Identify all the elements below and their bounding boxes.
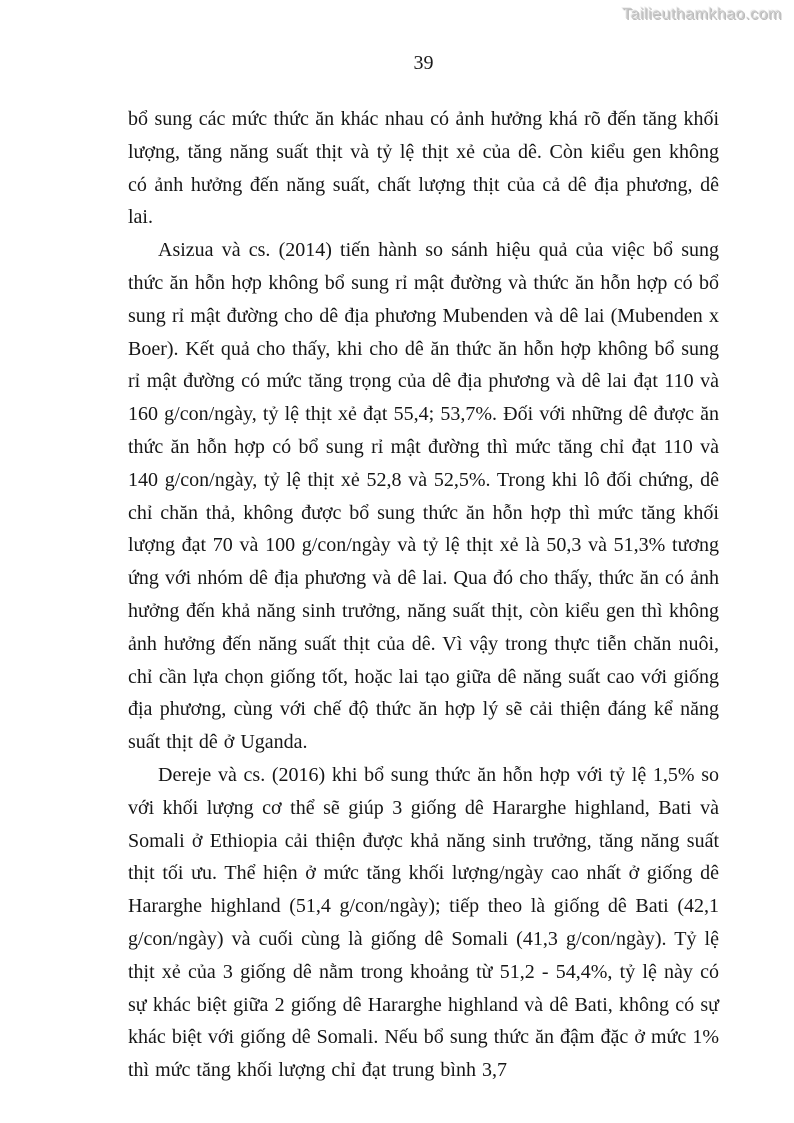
watermark: Tailieuthamkhao.com: [622, 6, 782, 23]
paragraph: Dereje và cs. (2016) khi bổ sung thức ăn hỗn hợp với tỷ lệ 1,5% so với khối lượng cơ thể sẽ giúp 3 giống dê Hararghe highland, Bati và Somali ở Ethiopia cải thiện được khả năng sinh trưởng, tăng năng suất thịt tối ưu. Thể hiện ở mức tăng khối lượng/ngày cao nhất ở giống dê Hararghe highland (51,4 g/con/ngày); tiếp theo là giống dê Bati (42,1 g/con/ngày) và cuối cùng là giống dê Somali (41,3 g/con/ngày). Tỷ lệ thịt xẻ của 3 giống dê nằm trong khoảng từ 51,2 - 54,4%, tỷ lệ này có sự khác biệt giữa 2 giống dê Hararghe highland và dê Bati, không có sự khác biệt với giống dê Somali. Nếu bổ sung thức ăn đậm đặc ở mức 1% thì mức tăng khối lượng chỉ đạt trung bình 3,7: [128, 763, 719, 1082]
page-number: 39: [413, 52, 434, 74]
page-body: [128, 103, 719, 1087]
paragraph: bổ sung các mức thức ăn khác nhau có ảnh hưởng khá rõ đến tăng khối lượng, tăng năng suất thịt và tỷ lệ thịt xẻ của dê. Còn kiểu gen không có ảnh hưởng đến năng suất, chất lượng thịt của cả dê địa phương, dê lai.: [128, 108, 719, 229]
paragraph: Asizua và cs. (2014) tiến hành so sánh hiệu quả của việc bổ sung thức ăn hỗn hợp không bổ sung rỉ mật đường và thức ăn hỗn hợp có bổ sung rỉ mật đường cho dê địa phương Mubenden và dê lai (Mubenden x Boer). Kết quả cho thấy, khi cho dê ăn thức ăn hỗn hợp không bổ sung rỉ mật đường có mức tăng trọng của dê địa phương và dê lai đạt 110 và 160 g/con/ngày, tỷ lệ thịt xẻ đạt 55,4; 53,7%. Đối với những dê được ăn thức ăn hỗn hợp có bổ sung rỉ mật đường thì mức tăng chỉ đạt 110 và 140 g/con/ngày, tỷ lệ thịt xẻ 52,8 và 52,5%. Trong khi lô đối chứng, dê chỉ chăn thả, không được bổ sung thức ăn hỗn hợp thì mức tăng khối lượng đạt 70 và 100 g/con/ngày và tỷ lệ thịt xẻ là 50,3 và 51,3% tương ứng với nhóm dê địa phương và dê lai. Qua đó cho thấy, thức ăn có ảnh hưởng đến khả năng sinh trưởng, năng suất thịt, còn kiểu gen thì không ảnh hưởng đến năng suất thịt của dê. Vì vậy trong thực tiễn chăn nuôi, chỉ cần lựa chọn giống tốt, hoặc lai tạo giữa dê năng suất cao với giống địa phương, cùng với chế độ thức ăn hợp lý sẽ cải thiện đáng kể năng suất thịt dê ở Uganda.: [128, 239, 719, 754]
